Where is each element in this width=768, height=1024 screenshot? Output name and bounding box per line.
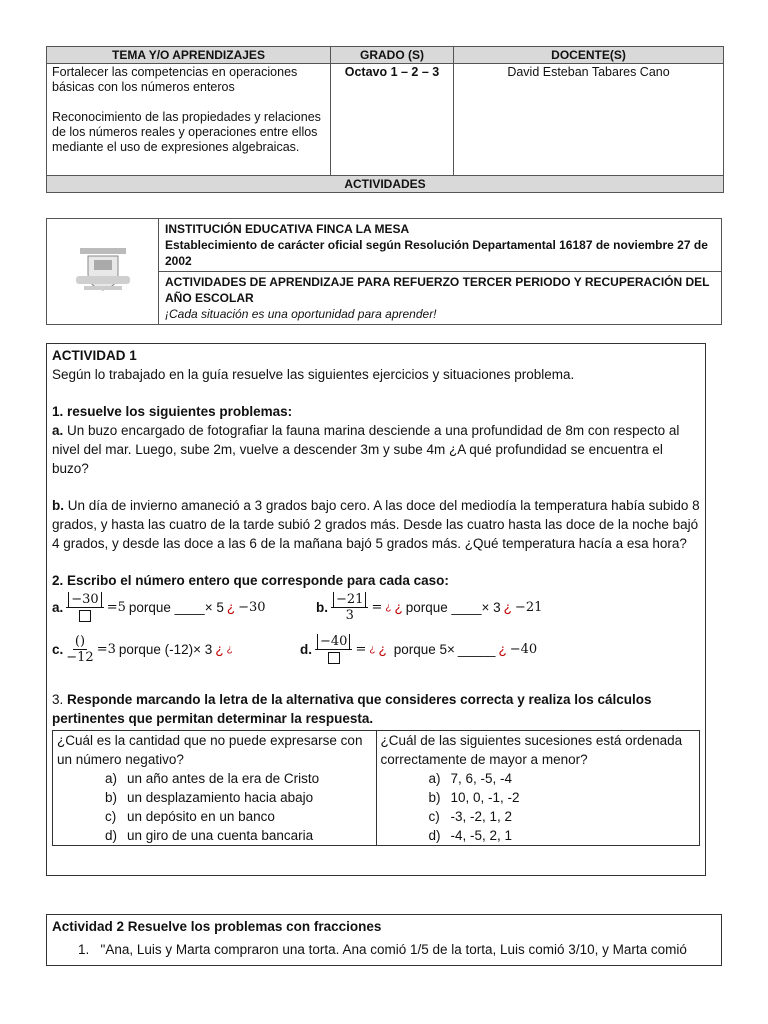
motto: ¡Cada situación es una oportunidad para aprender! bbox=[165, 307, 437, 321]
equation-row-1 bbox=[52, 590, 700, 634]
problem-a-text: Un buzo encargado de fotografiar la fauna marina desciende a una profundidad de 8m con respecto al nivel del mar. Luego, sube 2m, vuelve a descender 3m y sube 4m ¿A qué profundidad se encuentra el buzo? bbox=[52, 423, 680, 476]
option-1b[interactable]: b) un desplazamiento hacia abajo bbox=[105, 790, 314, 805]
blank-box-icon bbox=[328, 652, 340, 664]
header-grade: GRADO (S) bbox=[331, 47, 454, 64]
multiple-choice-table bbox=[52, 730, 700, 846]
activity-2-box bbox=[46, 914, 722, 966]
option-1d[interactable]: d) un giro de una cuenta bancaria bbox=[105, 828, 314, 843]
equation-a: a. −30 =5 porque ____× 5 ¿ −30 bbox=[52, 592, 266, 623]
activity-1-box bbox=[46, 343, 706, 876]
activity-title: ACTIVIDADES DE APRENDIZAJE PARA REFUERZO TERCER PERIODO Y RECUPERACIÓN DEL AÑO ESCOLAR bbox=[165, 275, 710, 305]
section-3-num: 3. bbox=[52, 692, 64, 707]
activity-2-item-1: 1. "Ana, Luis y Marta compraron una torta. Ana comió 1/5 de la torta, Luis comió 3/10, y Marta comió bbox=[78, 942, 687, 957]
topic-2: Reconocimiento de las propiedades y relaciones de los números reales y operaciones entre ellos mediante el uso de expresiones algebraicas. bbox=[52, 110, 321, 154]
question-2: ¿Cuál de las siguientes sucesiones está ordenada correctamente de mayor a menor? a) 7, 6, -5, -4 b) 10, 0, -1, -2 c) -3, -2, 1, 2 d) -4, -5, 2, 1 bbox=[376, 731, 700, 846]
problem-b-text: Un día de invierno amaneció a 3 grados bajo cero. A las doce del mediodía la temperatura había subido 8 grados, y hasta las cuatro de la tarde subió 2 grados más. Desde las cuatro hasta las doce de la noche bajó 4 grados, y desde las doce a las 6 de la mañana bajó 5 grados más. ¿Qué temperatura hacía a esa hora? bbox=[52, 498, 700, 551]
option-2c[interactable]: c) -3, -2, 1, 2 bbox=[428, 809, 513, 824]
activity-1-title: ACTIVIDAD 1 bbox=[52, 348, 137, 363]
header-topic: TEMA Y/O APRENDIZAJES bbox=[47, 47, 331, 64]
equation-row-2 bbox=[52, 634, 700, 678]
teacher-cell: David Esteban Tabares Cano bbox=[454, 64, 724, 176]
activity-2-title: Actividad 2 Resuelve los problemas con fracciones bbox=[52, 919, 382, 934]
establishment-text: Establecimiento de carácter oficial según Resolución Departamental 16187 de noviembre 27 de 2002 bbox=[165, 238, 708, 268]
school-crest-icon bbox=[72, 246, 134, 294]
equation-d: d. −40 = ¿ ¿ porque 5× _____ ¿ −40 bbox=[300, 634, 537, 665]
topic-cell bbox=[47, 64, 331, 176]
institution-name: INSTITUCIÓN EDUCATIVA FINCA LA MESA bbox=[165, 222, 410, 236]
option-2d[interactable]: d) -4, -5, 2, 1 bbox=[428, 828, 513, 843]
institution-header bbox=[46, 218, 722, 325]
option-1a[interactable]: a) un año antes de la era de Cristo bbox=[105, 771, 320, 786]
question-1: ¿Cuál es la cantidad que no puede expresarse con un número negativo? a) un año antes de la era de Cristo b) un desplazamiento hacia abajo c) un depósito en un banco d) un giro de una cuenta bancaria bbox=[53, 731, 377, 846]
grade-cell: Octavo 1 – 2 – 3 bbox=[331, 64, 454, 176]
logo-cell bbox=[47, 219, 159, 325]
option-2a[interactable]: a) 7, 6, -5, -4 bbox=[428, 771, 513, 786]
problem-a-label: a. bbox=[52, 423, 64, 438]
section-1-title: . resuelve los siguientes problemas: bbox=[59, 404, 293, 419]
activity-1-intro: Según lo trabajado en la guía resuelve las siguientes ejercicios y situaciones problema. bbox=[52, 367, 575, 382]
equation-b: b. $\frac{-21}{3}$ = ¿ ¿ porque ____× 3 ¿ −21 bbox=[316, 592, 543, 623]
activities-label: ACTIVIDADES bbox=[47, 176, 724, 193]
option-2b[interactable]: b) 10, 0, -1, -2 bbox=[428, 790, 520, 805]
problem-b-label: b. bbox=[52, 498, 64, 513]
equation-c: c. $\frac{()}{-12}$ =3 porque (-12)× 3 ¿ ¿ bbox=[52, 634, 233, 665]
option-1c[interactable]: c) un depósito en un banco bbox=[105, 809, 275, 824]
section-1-num: 1 bbox=[52, 404, 60, 419]
blank-box-icon bbox=[79, 610, 91, 622]
topic-1: Fortalecer las competencias en operaciones básicas con los números enteros bbox=[52, 65, 298, 94]
section-2-title: 2. Escribo el número entero que corresponde para cada caso: bbox=[52, 573, 449, 588]
section-3-title: Responde marcando la letra de la alternativa que consideres correcta y realiza los cálculos pertinentes que permitan determinar la respuesta. bbox=[52, 692, 652, 726]
header-teacher: DOCENTE(S) bbox=[454, 47, 724, 64]
info-table bbox=[46, 46, 724, 193]
